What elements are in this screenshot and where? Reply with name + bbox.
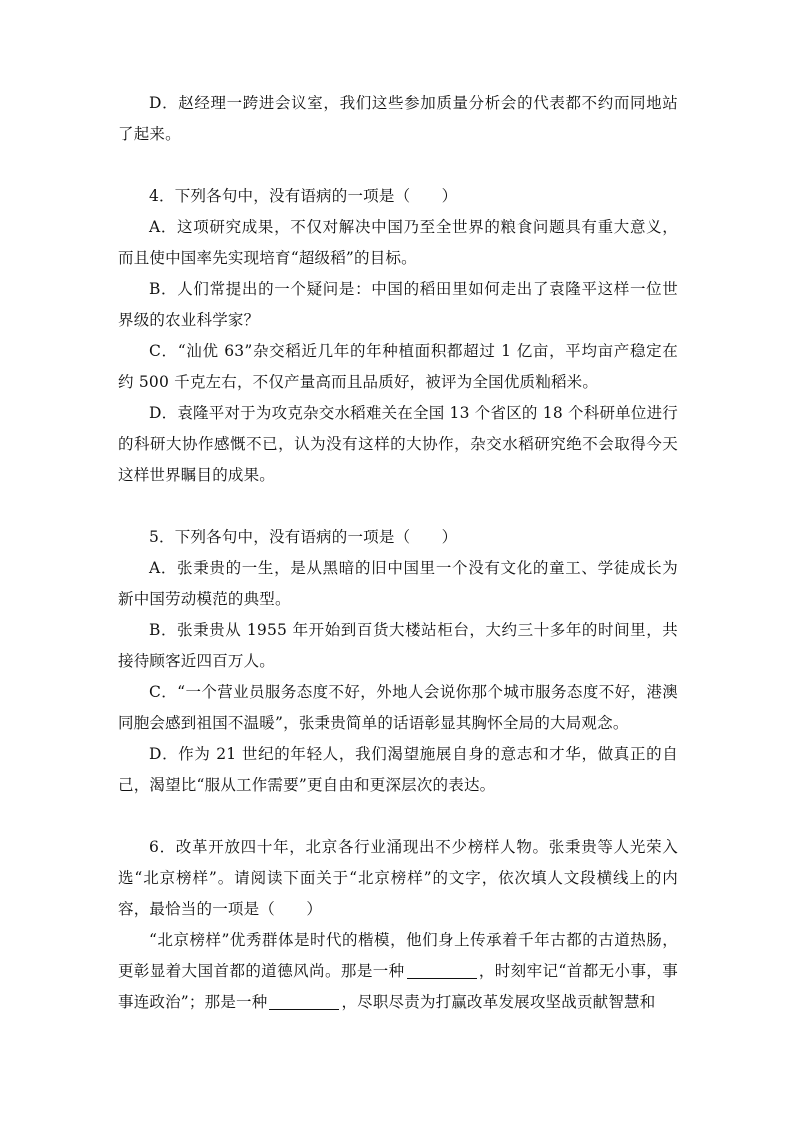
q4-option-d: D．袁隆平对于为攻克杂交水稻难关在全国 13 个省区的 18 个科研单位进行的科研大协作感慨不已，认为没有这样的大协作，杂交水稻研究绝不会取得今天这样世界瞩目的成果。 xyxy=(118,404,678,484)
q3-option-d: D．赵经理一跨进会议室，我们这些参加质量分析会的代表都不约而同地站了起来。 xyxy=(118,94,678,143)
q4-option-a: A．这项研究成果，不仅对解决中国乃至全世界的粮食问题具有重大意义，而且使中国率先实现培育“超级稻”的目标。 xyxy=(118,218,678,267)
q4-option-c: C．“汕优 63”杂交稻近几年的年种植面积都超过 1 亿亩，平均亩产稳定在约 500 千克左右，不仅产量高而且品质好，被评为全国优质籼稻米。 xyxy=(118,342,678,391)
section-gap xyxy=(118,491,678,522)
q5-option-c: C．“一个营业员服务态度不好，外地人会说你那个城市服务态度不好，港澳同胞会感到祖国不温暖”，张秉贵简单的话语彰显其胸怀全局的大局观念。 xyxy=(118,683,678,732)
q6-blank-1 xyxy=(407,960,477,979)
q6-passage-part1: “北京榜样”优秀群体是时代的楷模，他们身上传承着千年古都的古道热肠，更彰显着大国首都的道德风尚。那是一种 xyxy=(118,931,678,980)
q5-stem: 5．下列各句中，没有语病的一项是（ ） xyxy=(149,528,458,546)
q6-passage-part2: ，时刻牢记“首都无小事，事事连政治”；那是一种 xyxy=(118,962,678,1011)
q5-option-a: A．张秉贵的一生，是从黑暗的旧中国里一个没有文化的童工、学徒成长为新中国劳动模范的典型。 xyxy=(118,559,678,608)
q4-option-b: B．人们常提出的一个疑问是：中国的稻田里如何走出了袁隆平这样一位世界级的农业科学家？ xyxy=(118,280,678,329)
section-gap xyxy=(118,801,678,832)
q6-stem: 6．改革开放四十年，北京各行业涌现出不少榜样人物。张秉贵等人光荣入选“北京榜样”。请阅读下面关于“北京榜样”的文字，依次填人文段横线上的内容，最恰当的一项是（ ） xyxy=(118,838,678,918)
q6-passage xyxy=(118,925,678,1018)
q5-option-b: B．张秉贵从 1955 年开始到百货大楼站柜台，大约三十多年的时间里，共接待顾客近四百万人。 xyxy=(118,621,678,670)
q4-stem: 4．下列各句中，没有语病的一项是（ ） xyxy=(149,187,458,205)
section-gap xyxy=(118,150,678,181)
q6-blank-2 xyxy=(269,991,339,1010)
q5-option-d: D．作为 21 世纪的年轻人，我们渴望施展自身的意志和才华，做真正的自己，渴望比“服从工作需要”更自由和更深层次的表达。 xyxy=(118,745,678,794)
document-body xyxy=(118,88,678,1018)
q6-passage-part3: ，尽职尽责为打赢改革发展攻坚战贡献智慧和 xyxy=(341,993,656,1011)
